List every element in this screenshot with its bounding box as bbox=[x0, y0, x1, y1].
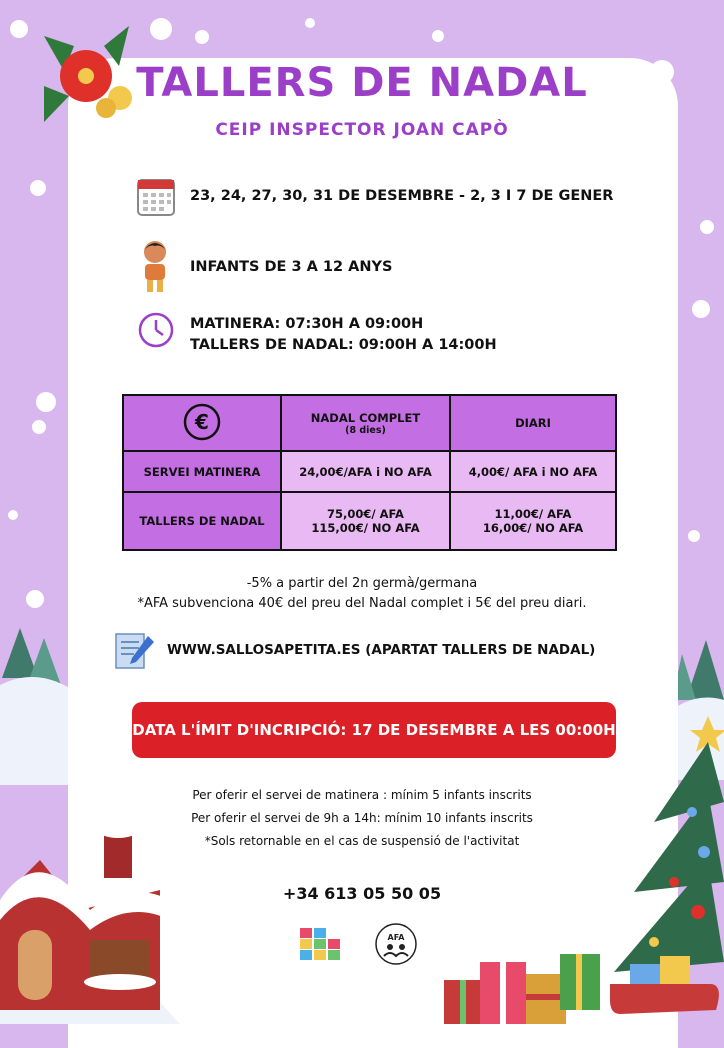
snowflake bbox=[700, 220, 714, 234]
child-icon bbox=[140, 240, 170, 294]
sibling-discount-note: -5% a partir del 2n germà/germana bbox=[246, 576, 478, 591]
price-matinera-full: 24,00€/AFA i NO AFA bbox=[281, 451, 450, 492]
afa-subsidy-note: *AFA subvenciona 40€ del preu del Nadal complet i 5€ del preu diari. bbox=[137, 596, 587, 611]
svg-text:AFA: AFA bbox=[387, 933, 405, 942]
snowflake bbox=[36, 392, 56, 412]
price-matinera-daily: 4,00€/ AFA i NO AFA bbox=[450, 451, 616, 492]
snowflake bbox=[688, 530, 700, 542]
calendar-icon bbox=[137, 176, 175, 216]
snowflake bbox=[432, 30, 444, 42]
price-tallers-full: 75,00€/ AFA 115,00€/ NO AFA bbox=[281, 492, 450, 550]
deadline-banner: DATA L'ÍMIT D'INCRIPCIÓ: 17 DE DESEMBRE A LES 00:00H bbox=[132, 702, 616, 758]
snowy-house-illustration bbox=[0, 820, 180, 1024]
snowflake bbox=[32, 420, 46, 434]
page-subtitle: CEIP INSPECTOR JOAN CAPÒ bbox=[215, 120, 509, 140]
afa-logo bbox=[374, 922, 418, 966]
condition-matinera: Per oferir el servei de matinera : mínim 5 infants inscrits bbox=[192, 788, 532, 802]
snowflake bbox=[692, 300, 710, 318]
page-title: TALLERS DE NADAL bbox=[136, 60, 588, 106]
dates-text: 23, 24, 27, 30, 31 DE DESEMBRE - 2, 3 I 7 DE GENER bbox=[190, 188, 614, 204]
svg-text:€: € bbox=[195, 409, 209, 434]
website-link[interactable]: WWW.SALLOSAPETITA.ES (APARTAT TALLERS DE NADAL) bbox=[167, 642, 596, 658]
ages-text: INFANTS DE 3 A 12 ANYS bbox=[190, 259, 393, 275]
snowflake bbox=[305, 18, 315, 28]
sa-llosa-petita-logo bbox=[298, 926, 350, 962]
row-label-tallers: TALLERS DE NADAL bbox=[123, 492, 281, 550]
row-label-matinera: SERVEI MATINERA bbox=[123, 451, 281, 492]
header-diari: DIARI bbox=[450, 395, 616, 451]
clock-icon bbox=[138, 312, 174, 348]
phone-number[interactable]: +34 613 05 50 05 bbox=[282, 884, 442, 903]
condition-refund: *Sols retornable en el cas de suspensió de l'activitat bbox=[204, 834, 520, 848]
schedule-matinera: MATINERA: 07:30H A 09:00H bbox=[190, 316, 424, 332]
schedule-tallers: TALLERS DE NADAL: 09:00H A 14:00H bbox=[190, 337, 497, 353]
euro-icon bbox=[182, 402, 222, 442]
snowflake bbox=[8, 510, 18, 520]
condition-tallers: Per oferir el servei de 9h a 14h: mínim 10 infants inscrits bbox=[191, 811, 533, 825]
snowflake bbox=[150, 18, 172, 40]
price-table bbox=[122, 394, 617, 551]
gifts-sleigh-illustration bbox=[440, 940, 724, 1024]
document-pen-icon bbox=[112, 628, 156, 672]
snowflake bbox=[30, 180, 46, 196]
header-nadal-complet: NADAL COMPLET (8 dies) bbox=[281, 395, 450, 451]
euro-header-cell bbox=[123, 395, 281, 451]
snowflake bbox=[10, 20, 28, 38]
snowflake bbox=[195, 30, 209, 44]
price-tallers-daily: 11,00€/ AFA 16,00€/ NO AFA bbox=[450, 492, 616, 550]
